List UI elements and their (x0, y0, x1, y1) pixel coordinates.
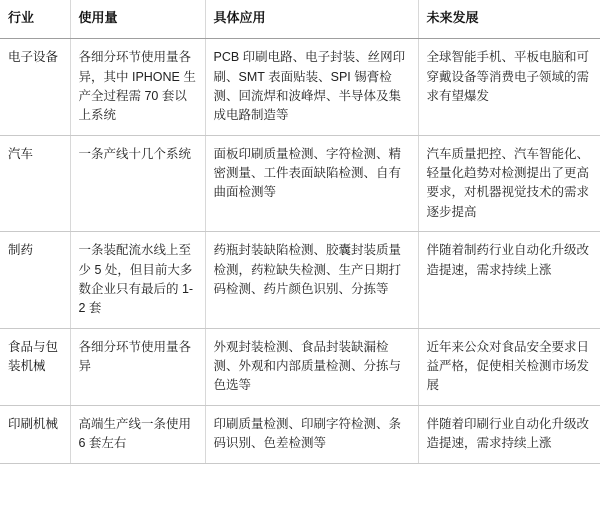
column-header-future: 未来发展 (418, 0, 600, 39)
cell-applications: 面板印刷质量检测、字符检测、精密测量、工件表面缺陷检测、自有曲面检测等 (205, 135, 418, 232)
cell-usage: 高端生产线一条使用 6 套左右 (70, 405, 205, 463)
cell-industry: 印刷机械 (0, 405, 70, 463)
column-header-applications: 具体应用 (205, 0, 418, 39)
cell-future: 汽车质量把控、汽车智能化、轻量化趋势对检测提出了更高要求，对机器视觉技术的需求逐步提高 (418, 135, 600, 232)
cell-industry: 汽车 (0, 135, 70, 232)
cell-industry: 电子设备 (0, 39, 70, 136)
table-row (0, 328, 600, 405)
table-header-row (0, 0, 600, 39)
table-header (0, 0, 600, 39)
cell-future: 伴随着制药行业自动化升级改造提速，需求持续上涨 (418, 232, 600, 329)
column-header-usage: 使用量 (70, 0, 205, 39)
table-row (0, 232, 600, 329)
cell-future: 近年来公众对食品安全要求日益严格，促使相关检测市场发展 (418, 328, 600, 405)
cell-usage: 一条装配流水线上至少 5 处，但目前大多数企业只有最后的 1-2 套 (70, 232, 205, 329)
column-header-industry: 行业 (0, 0, 70, 39)
table-body (0, 39, 600, 463)
cell-usage: 各细分环节使用量各异，其中 IPHONE 生产全过程需 70 套以上系统 (70, 39, 205, 136)
cell-applications: PCB 印刷电路、电子封装、丝网印刷、SMT 表面贴装、SPI 锡膏检测、回流焊和波峰焊、半导体及集成电路制造等 (205, 39, 418, 136)
cell-future: 伴随着印刷行业自动化升级改造提速，需求持续上涨 (418, 405, 600, 463)
table-row (0, 135, 600, 232)
cell-applications: 药瓶封装缺陷检测、胶囊封装质量检测，药粒缺失检测、生产日期打码检测、药片颜色识别、分拣等 (205, 232, 418, 329)
cell-industry: 食品与包装机械 (0, 328, 70, 405)
cell-future: 全球智能手机、平板电脑和可穿戴设备等消费电子领域的需求有望爆发 (418, 39, 600, 136)
table-row (0, 405, 600, 463)
cell-industry: 制药 (0, 232, 70, 329)
cell-applications: 外观封装检测、食品封装缺漏检测、外观和内部质量检测、分拣与色选等 (205, 328, 418, 405)
cell-usage: 各细分环节使用量各异 (70, 328, 205, 405)
cell-usage: 一条产线十几个系统 (70, 135, 205, 232)
cell-applications: 印刷质量检测、印刷字符检测、条码识别、色差检测等 (205, 405, 418, 463)
table-row (0, 39, 600, 136)
